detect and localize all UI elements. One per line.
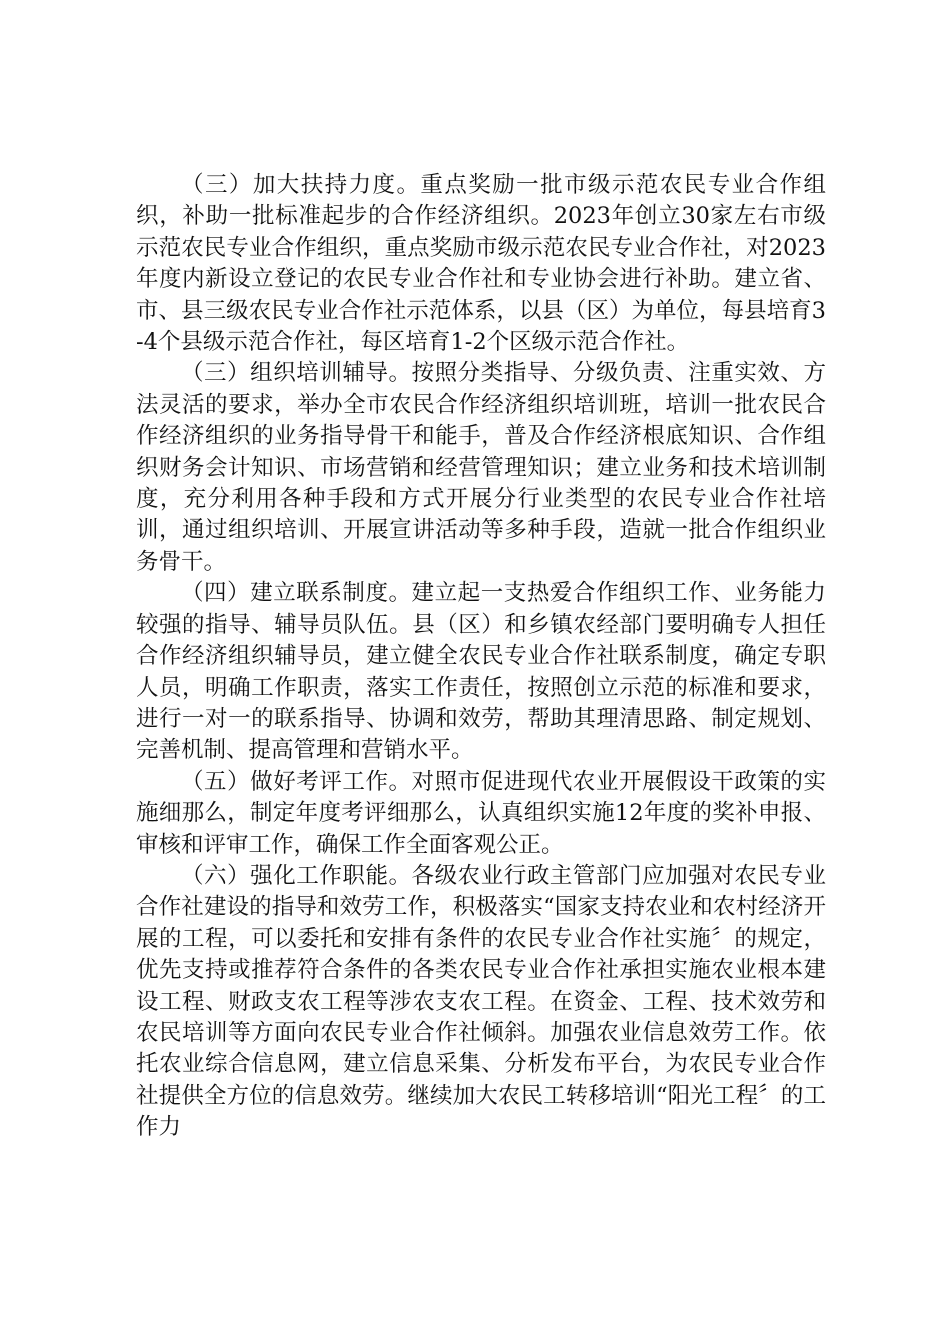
document-body: [136, 170, 826, 1144]
paragraph-support-strength: （三）加大扶持力度。重点奖励一批市级示范农民专业合作组织，补助一批标准起步的合作经济组织。2023年创立30家左右市级示范农民专业合作组织，重点奖励市级示范农民专业合作社，对2023年度内新设立登记的农民专业合作社和专业协会进行补助。建立省、市、县三级农民专业合作社示范体系，以县（区）为单位，每县培育3-4个县级示范合作社，每区培育1-2个区级示范合作社。: [136, 172, 826, 356]
paragraph-training-guidance: （三）组织培训辅导。按照分类指导、分级负责、注重实效、方法灵活的要求，举办全市农民合作经济组织培训班，培训一批农民合作经济组织的业务指导骨干和能手，普及合作经济根底知识、合作组织财务会计知识、市场营销和经营管理知识；建立业务和技术培训制度，充分利用各种手段和方式开展分行业类型的农民专业合作社培训，通过组织培训、开展宣讲活动等多种手段，造就一批合作组织业务骨干。: [136, 360, 826, 575]
paragraph-evaluation-work: （五）做好考评工作。对照市促进现代农业开展假设干政策的实施细那么，制定年度考评细那么，认真组织实施12年度的奖补申报、审核和评审工作，确保工作全面客观公正。: [136, 768, 826, 858]
paragraph-work-functions: （六）强化工作职能。各级农业行政主管部门应加强对农民专业合作社建设的指导和效劳工作，积极落实“国家支持农业和农村经济开展的工程，可以委托和安排有条件的农民专业合作社实施〞的规定，优先支持或推荐符合条件的各类农民专业合作社承担实施农业根本建设工程、财政支农工程等涉农支农工程。在资金、工程、技术效劳和农民培训等方面向农民专业合作社倾斜。加强农业信息效劳工作。依托农业综合信息网，建立信息采集、分析发布平台，为农民专业合作社提供全方位的信息效劳。继续加大农民工转移培训“阳光工程〞的工作力: [136, 862, 826, 1141]
paragraph-liaison-system: （四）建立联系制度。建立起一支热爱合作组织工作、业务能力较强的指导、辅导员队伍。县（区）和乡镇农经部门要明确专人担任合作经济组织辅导员，建立健全农民专业合作社联系制度，确定专职人员，明确工作职责，落实工作责任，按照创立示范的标准和要求，进行一对一的联系指导、协调和效劳，帮助其理清思路、制定规划、完善机制、提高管理和营销水平。: [136, 580, 826, 764]
